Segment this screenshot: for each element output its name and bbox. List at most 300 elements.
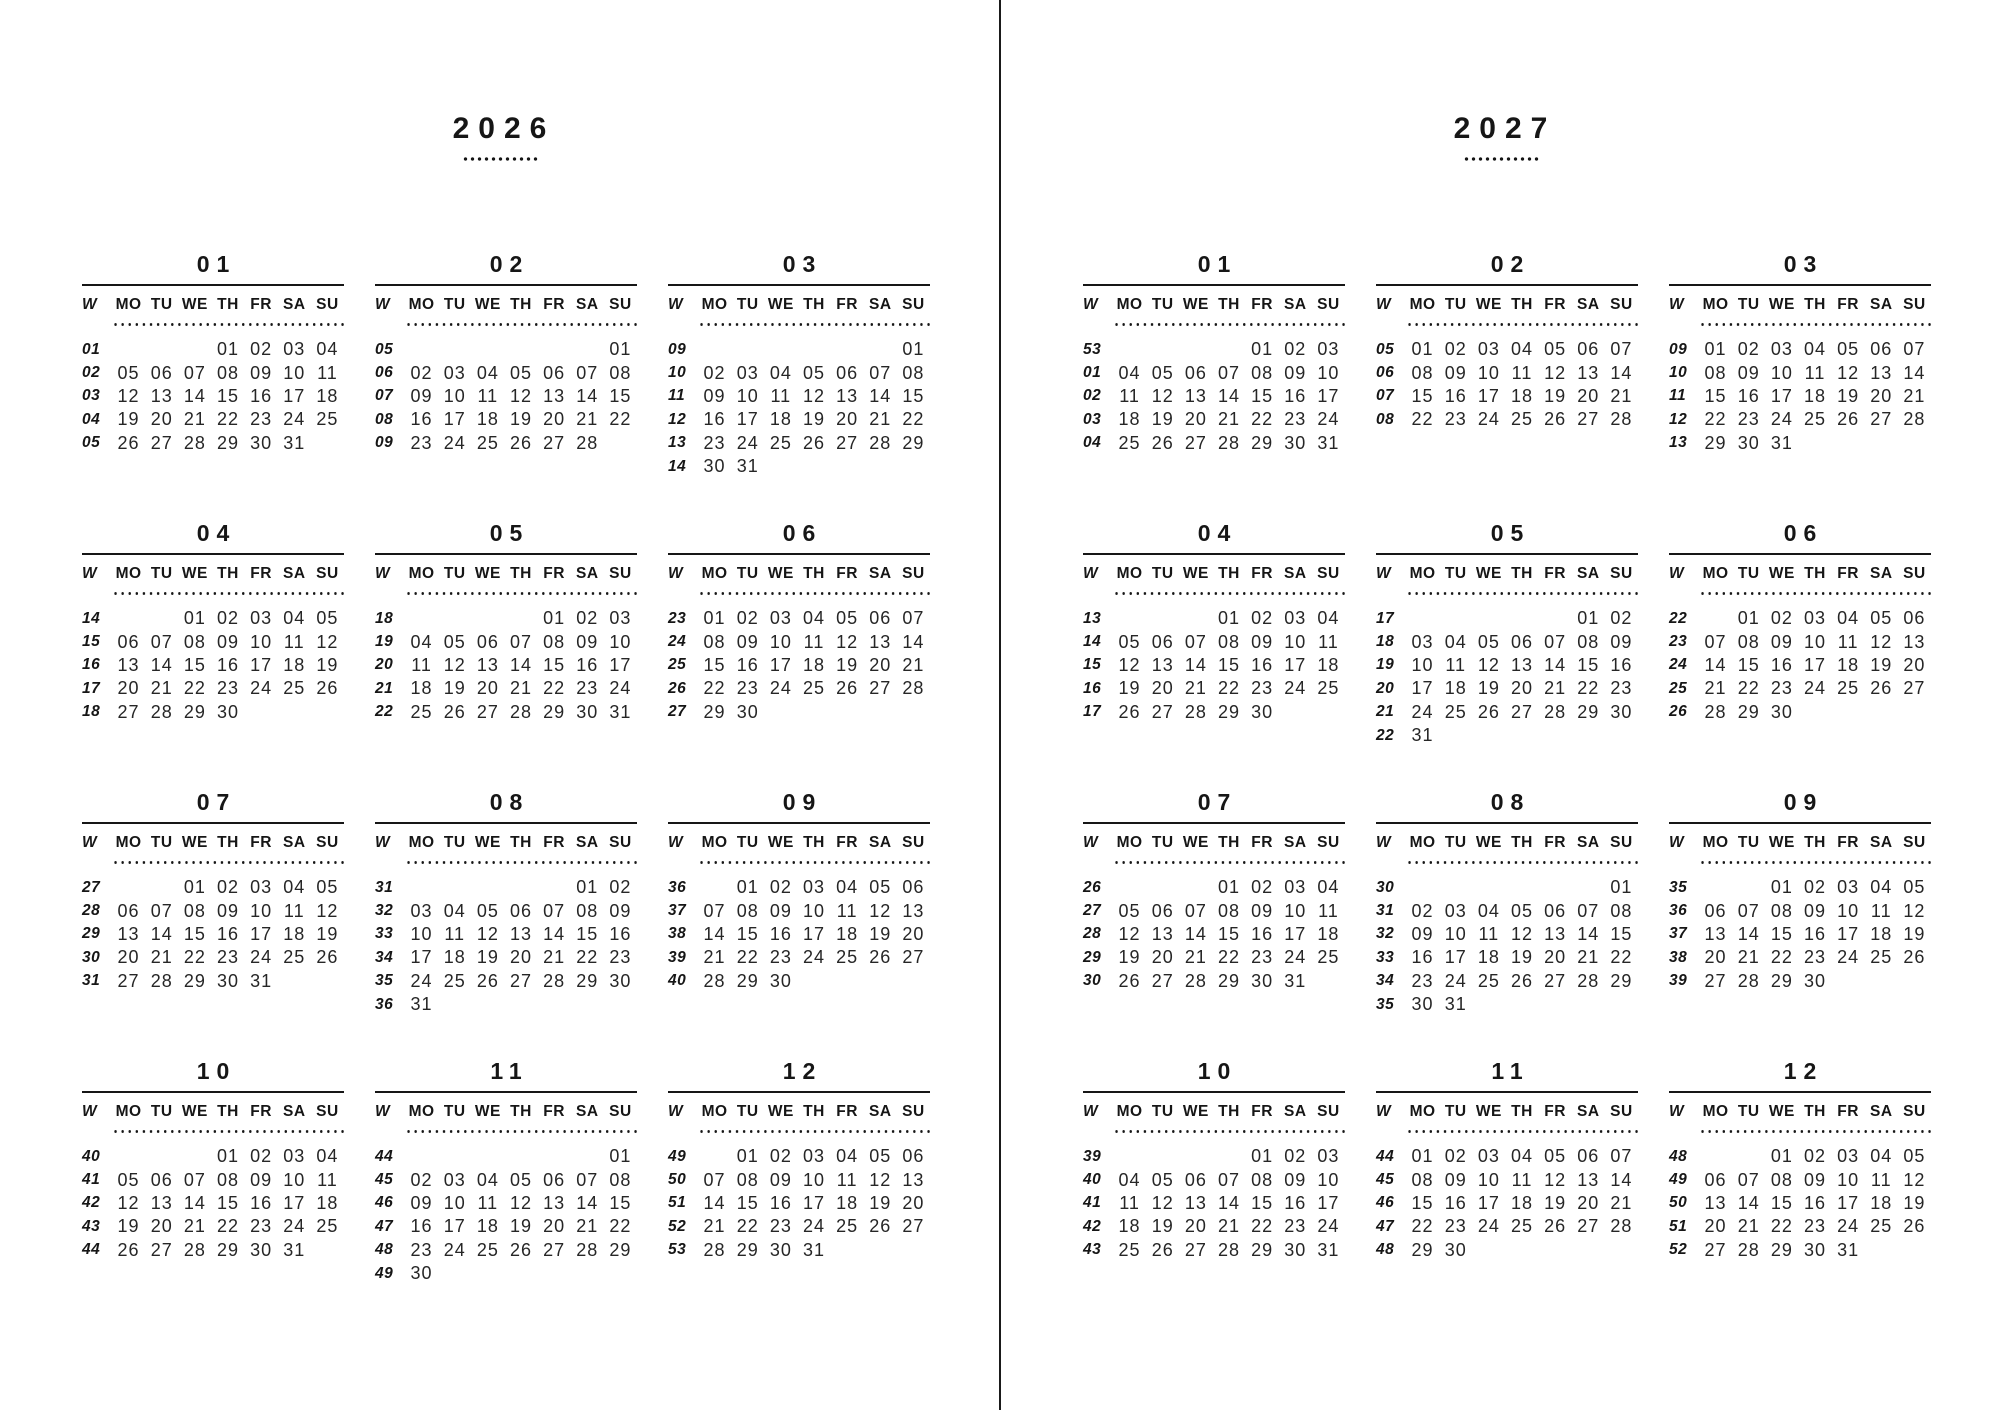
month-block-2027-03 (1669, 251, 1931, 455)
day-cell: 12 (1477, 654, 1500, 675)
day-header-su: SU (1610, 1102, 1633, 1120)
day-cell: 14 (869, 385, 892, 406)
month-title: 10 (196, 1058, 237, 1084)
day-cell: 02 (1251, 608, 1274, 629)
day-cell: 05 (316, 877, 339, 898)
day-cell: 07 (869, 362, 892, 383)
day-cell: 07 (1737, 900, 1760, 921)
day-cell: 11 (1478, 923, 1500, 944)
day-cell: 18 (836, 923, 859, 944)
week-number: 26 (1669, 703, 1688, 721)
day-cell-empty (1572, 993, 1605, 1016)
day-cell: 10 (250, 631, 273, 652)
day-cell-empty (1572, 724, 1605, 747)
week-number: 24 (668, 633, 687, 651)
day-cell: 30 (216, 701, 239, 722)
day-header-fr: FR (836, 295, 858, 313)
day-cell: 27 (1577, 409, 1600, 430)
day-cell: 23 (1444, 1216, 1467, 1237)
week-number: 22 (1376, 726, 1395, 744)
day-header-sa: SA (1284, 1102, 1307, 1120)
day-cell: 20 (1151, 678, 1174, 699)
day-cell: 30 (1251, 701, 1274, 722)
day-cell: 05 (1151, 362, 1174, 383)
day-header-su: SU (1610, 833, 1633, 851)
week-column-header: W (668, 1102, 684, 1120)
day-cell: 10 (1444, 923, 1467, 944)
day-cell: 29 (1704, 432, 1727, 453)
day-header-sa: SA (869, 295, 892, 313)
day-cell: 23 (216, 678, 239, 699)
day-header-fr: FR (250, 1102, 272, 1120)
day-cell: 25 (443, 970, 466, 991)
day-cell: 25 (836, 1216, 859, 1237)
day-header-we: WE (474, 833, 501, 851)
day-cell: 15 (1411, 385, 1434, 406)
day-header-su: SU (609, 1102, 632, 1120)
week-number: 22 (1669, 609, 1688, 627)
day-cell: 09 (250, 362, 273, 383)
day-cell: 17 (250, 923, 273, 944)
day-cell: 09 (1251, 900, 1274, 921)
day-cell-empty (145, 1145, 178, 1168)
day-cell: 16 (1444, 385, 1467, 406)
day-cell: 27 (1184, 1239, 1207, 1260)
day-header-fr: FR (250, 833, 272, 851)
day-cell: 26 (869, 1216, 892, 1237)
day-cell-empty (311, 970, 344, 993)
day-cell: 16 (769, 923, 792, 944)
day-cell: 01 (216, 1146, 239, 1167)
week-number: 22 (375, 703, 394, 721)
day-cell: 28 (1217, 1239, 1240, 1260)
week-number: 29 (82, 925, 101, 943)
week-column-header: W (1376, 564, 1392, 582)
day-cell: 04 (316, 1146, 339, 1167)
day-header-sa: SA (869, 833, 892, 851)
day-cell: 19 (1544, 385, 1567, 406)
day-cell: 13 (1577, 362, 1600, 383)
day-cell: 19 (1118, 947, 1141, 968)
day-cell-empty (797, 338, 830, 361)
day-cell: 02 (250, 339, 273, 360)
day-cell: 14 (1184, 923, 1207, 944)
week-number: 11 (668, 387, 686, 405)
week-number: 17 (82, 679, 101, 697)
month-day-grid (668, 1093, 930, 1262)
day-cell: 19 (443, 678, 466, 699)
day-cell-empty (1699, 607, 1732, 630)
day-cell: 08 (576, 900, 599, 921)
day-header-we: WE (1475, 1102, 1502, 1120)
day-cell-empty (1146, 607, 1179, 630)
day-cell: 21 (1217, 409, 1240, 430)
day-header-mo: MO (408, 1102, 435, 1120)
week-number: 08 (1376, 410, 1395, 428)
day-cell: 31 (1837, 1239, 1860, 1260)
day-cell-empty (864, 455, 897, 478)
week-number: 17 (1376, 609, 1395, 627)
day-header-sa: SA (869, 1102, 892, 1120)
day-cell: 11 (317, 362, 338, 383)
day-cell: 18 (316, 385, 339, 406)
day-cell: 14 (703, 1192, 726, 1213)
day-cell: 01 (1411, 1146, 1434, 1167)
day-cell: 04 (1870, 1146, 1893, 1167)
day-header-sa: SA (283, 1102, 306, 1120)
month-block-2027-04 (1083, 520, 1345, 724)
day-cell: 11 (477, 385, 499, 406)
day-cell: 24 (410, 970, 433, 991)
day-cell: 03 (250, 877, 273, 898)
day-cell: 10 (1477, 1169, 1500, 1190)
day-cell: 20 (476, 678, 499, 699)
day-header-we: WE (474, 295, 501, 313)
day-cell: 28 (1704, 701, 1727, 722)
day-cell: 30 (576, 701, 599, 722)
month-day-grid (1669, 1093, 1931, 1262)
day-cell: 24 (1477, 1216, 1500, 1237)
day-header-mo: MO (1116, 1102, 1143, 1120)
day-cell: 22 (1411, 1216, 1434, 1237)
day-header-we: WE (767, 833, 794, 851)
day-cell: 22 (1217, 947, 1240, 968)
week-number: 44 (375, 1147, 394, 1165)
day-cell-empty (571, 993, 604, 1016)
day-cell: 22 (1704, 409, 1727, 430)
month-title: 10 (1197, 1058, 1238, 1084)
day-cell: 08 (1770, 1169, 1793, 1190)
month-day-grid (668, 555, 930, 724)
day-cell: 15 (1251, 1192, 1274, 1213)
day-cell: 23 (736, 678, 759, 699)
day-cell: 28 (1217, 432, 1240, 453)
day-cell: 27 (150, 432, 173, 453)
day-cell: 19 (316, 923, 339, 944)
day-cell: 20 (150, 409, 173, 430)
day-header-fr: FR (1837, 564, 1859, 582)
day-cell: 17 (283, 1192, 306, 1213)
day-cell: 16 (703, 409, 726, 430)
day-cell: 12 (1837, 362, 1860, 383)
day-cell: 21 (902, 654, 925, 675)
day-cell: 27 (509, 970, 532, 991)
day-cell: 01 (609, 1146, 632, 1167)
day-cell: 12 (869, 1169, 892, 1190)
day-cell: 27 (1870, 409, 1893, 430)
day-cell: 05 (1837, 339, 1860, 360)
day-cell: 19 (869, 923, 892, 944)
day-header-th: TH (1804, 295, 1826, 313)
week-number: 50 (1669, 1194, 1688, 1212)
week-column-header: W (1083, 833, 1099, 851)
day-cell: 12 (443, 654, 466, 675)
day-cell: 09 (576, 631, 599, 652)
day-cell-empty (1539, 607, 1572, 630)
day-cell: 29 (543, 701, 566, 722)
day-cell: 26 (443, 701, 466, 722)
week-number: 44 (82, 1241, 101, 1259)
day-header-tu: TU (736, 1102, 759, 1120)
day-cell-empty (1472, 1239, 1505, 1262)
day-cell-empty (764, 455, 797, 478)
day-cell: 24 (1284, 947, 1307, 968)
day-cell: 01 (576, 877, 599, 898)
week-number: 19 (375, 633, 394, 651)
day-cell: 06 (836, 362, 859, 383)
day-cell-empty (1212, 338, 1245, 361)
day-cell: 25 (802, 678, 825, 699)
day-cell: 22 (1770, 947, 1793, 968)
day-cell-empty (504, 607, 537, 630)
month-block-2026-10 (82, 1058, 344, 1262)
month-day-grid (375, 824, 637, 1016)
week-number: 42 (1083, 1217, 1102, 1235)
day-cell: 13 (509, 923, 532, 944)
day-cell: 15 (1610, 923, 1633, 944)
day-cell: 19 (117, 409, 140, 430)
day-cell: 15 (183, 654, 206, 675)
month-day-grid (1669, 555, 1931, 724)
week-number: 47 (1376, 1217, 1395, 1235)
day-cell: 23 (1770, 678, 1793, 699)
day-cell: 04 (443, 900, 466, 921)
day-cell: 27 (1577, 1216, 1600, 1237)
day-header-mo: MO (1702, 295, 1729, 313)
day-cell: 22 (183, 947, 206, 968)
day-header-mo: MO (1702, 833, 1729, 851)
day-cell: 05 (1903, 877, 1926, 898)
day-cell-empty (1605, 724, 1638, 747)
day-cell-empty (1146, 338, 1179, 361)
day-cell: 29 (1217, 701, 1240, 722)
header-dotted-rule (698, 1130, 930, 1133)
day-cell: 19 (316, 654, 339, 675)
day-cell-empty (764, 338, 797, 361)
day-cell: 12 (869, 900, 892, 921)
day-cell: 10 (283, 362, 306, 383)
day-header-fr: FR (836, 1102, 858, 1120)
day-cell-empty (897, 455, 930, 478)
day-cell: 13 (117, 923, 140, 944)
day-header-we: WE (1768, 833, 1795, 851)
day-cell: 14 (902, 631, 925, 652)
day-cell: 31 (250, 970, 273, 991)
day-cell: 06 (117, 631, 140, 652)
day-header-su: SU (902, 1102, 925, 1120)
day-cell: 05 (836, 608, 859, 629)
day-cell: 12 (1118, 654, 1141, 675)
month-day-grid (1376, 555, 1638, 747)
month-block-2026-07 (82, 789, 344, 993)
day-cell: 20 (1151, 947, 1174, 968)
day-header-su: SU (1317, 833, 1340, 851)
day-cell: 06 (1544, 900, 1567, 921)
day-cell: 17 (1317, 1192, 1340, 1213)
day-cell: 20 (117, 678, 140, 699)
day-cell: 13 (1510, 654, 1533, 675)
day-cell: 16 (1803, 923, 1826, 944)
month-block-2026-06 (668, 520, 930, 724)
day-header-su: SU (1610, 295, 1633, 313)
day-cell: 05 (1118, 900, 1141, 921)
day-cell: 21 (703, 1216, 726, 1237)
day-cell: 16 (1444, 1192, 1467, 1213)
day-cell: 07 (1217, 1169, 1240, 1190)
day-header-su: SU (902, 833, 925, 851)
day-cell: 23 (1251, 947, 1274, 968)
day-cell: 08 (1217, 900, 1240, 921)
week-number: 48 (1669, 1147, 1688, 1165)
day-header-sa: SA (869, 564, 892, 582)
week-number: 02 (82, 364, 101, 382)
week-number: 10 (1669, 364, 1688, 382)
month-day-grid (82, 1093, 344, 1262)
day-cell: 17 (1837, 923, 1860, 944)
day-header-we: WE (1475, 295, 1502, 313)
week-number: 32 (1376, 925, 1395, 943)
day-header-su: SU (1903, 1102, 1926, 1120)
day-cell: 14 (183, 1192, 206, 1213)
day-cell: 15 (216, 385, 239, 406)
day-cell: 01 (183, 608, 206, 629)
day-cell: 27 (117, 970, 140, 991)
day-cell: 30 (1411, 994, 1434, 1015)
day-cell: 24 (736, 432, 759, 453)
day-cell: 20 (1870, 385, 1893, 406)
day-cell: 29 (703, 701, 726, 722)
day-cell: 02 (216, 608, 239, 629)
day-cell-empty (1605, 993, 1638, 1016)
day-header-th: TH (510, 564, 532, 582)
day-cell: 13 (902, 1169, 925, 1190)
week-number: 02 (1083, 387, 1102, 405)
day-cell: 09 (216, 900, 239, 921)
day-cell: 24 (443, 432, 466, 453)
day-cell: 21 (869, 409, 892, 430)
day-header-su: SU (1317, 564, 1340, 582)
day-cell: 24 (283, 409, 306, 430)
day-cell: 05 (1151, 1169, 1174, 1190)
day-header-we: WE (1182, 564, 1209, 582)
day-header-we: WE (1475, 833, 1502, 851)
day-cell-empty (504, 993, 537, 1016)
week-number: 21 (1376, 703, 1395, 721)
day-cell: 19 (509, 1216, 532, 1237)
day-header-tu: TU (443, 833, 466, 851)
day-cell: 30 (250, 432, 273, 453)
day-cell: 06 (1184, 1169, 1207, 1190)
day-cell: 16 (769, 1192, 792, 1213)
day-cell: 07 (1610, 339, 1633, 360)
day-cell: 13 (869, 631, 892, 652)
day-cell: 20 (117, 947, 140, 968)
day-cell: 03 (769, 608, 792, 629)
day-cell-empty (1572, 876, 1605, 899)
day-cell: 30 (1251, 970, 1274, 991)
day-cell: 24 (1444, 970, 1467, 991)
week-number: 27 (668, 703, 687, 721)
day-cell: 18 (1118, 409, 1141, 430)
day-cell: 26 (1118, 701, 1141, 722)
day-cell-empty (1832, 701, 1865, 724)
header-dotted-rule (405, 1130, 637, 1133)
day-cell: 18 (1510, 1192, 1533, 1213)
day-cell: 05 (1510, 900, 1533, 921)
year-header (1001, 0, 2000, 161)
day-cell: 18 (1317, 923, 1340, 944)
day-header-th: TH (803, 564, 825, 582)
week-number: 10 (668, 364, 687, 382)
day-cell: 20 (836, 409, 859, 430)
day-cell-empty (471, 607, 504, 630)
day-cell: 06 (1151, 631, 1174, 652)
day-cell: 04 (1444, 631, 1467, 652)
day-cell: 13 (1151, 654, 1174, 675)
day-cell: 23 (250, 409, 273, 430)
month-title: 08 (489, 789, 530, 815)
week-number: 14 (1083, 633, 1102, 651)
day-cell: 28 (509, 701, 532, 722)
week-number: 40 (82, 1147, 101, 1165)
day-cell: 06 (1510, 631, 1533, 652)
day-header-tu: TU (150, 833, 173, 851)
day-cell: 09 (703, 385, 726, 406)
day-cell: 10 (1770, 362, 1793, 383)
week-number: 21 (375, 679, 394, 697)
day-cell: 29 (1411, 1239, 1434, 1260)
week-number: 44 (1376, 1147, 1395, 1165)
week-number: 33 (375, 925, 394, 943)
day-cell: 29 (1770, 970, 1793, 991)
day-cell: 15 (703, 654, 726, 675)
day-cell: 15 (1251, 385, 1274, 406)
day-cell: 25 (316, 1216, 339, 1237)
day-cell: 24 (250, 947, 273, 968)
day-cell: 22 (216, 1216, 239, 1237)
day-cell: 13 (543, 1192, 566, 1213)
week-number: 35 (375, 972, 394, 990)
day-cell-empty (1212, 1145, 1245, 1168)
day-cell: 16 (250, 1192, 273, 1213)
day-cell: 17 (1477, 1192, 1500, 1213)
day-header-mo: MO (1116, 833, 1143, 851)
day-cell: 26 (1837, 409, 1860, 430)
day-cell: 30 (769, 970, 792, 991)
day-cell-empty (571, 1145, 604, 1168)
day-cell: 19 (509, 409, 532, 430)
day-cell: 11 (1119, 1192, 1140, 1213)
day-cell-empty (438, 1145, 471, 1168)
month-title: 09 (782, 789, 823, 815)
month-day-grid (1083, 1093, 1345, 1262)
day-cell: 15 (609, 385, 632, 406)
day-cell: 20 (1184, 409, 1207, 430)
day-cell: 14 (1903, 362, 1926, 383)
day-header-fr: FR (1544, 295, 1566, 313)
day-cell: 24 (1803, 678, 1826, 699)
day-cell: 27 (543, 432, 566, 453)
day-header-fr: FR (1544, 564, 1566, 582)
week-number: 35 (1376, 995, 1395, 1013)
day-cell: 11 (1119, 385, 1140, 406)
day-cell: 31 (1284, 970, 1307, 991)
day-cell: 19 (1151, 409, 1174, 430)
day-cell: 19 (869, 1192, 892, 1213)
day-cell: 14 (1217, 385, 1240, 406)
week-number: 16 (82, 656, 101, 674)
day-cell: 25 (1870, 1216, 1893, 1237)
